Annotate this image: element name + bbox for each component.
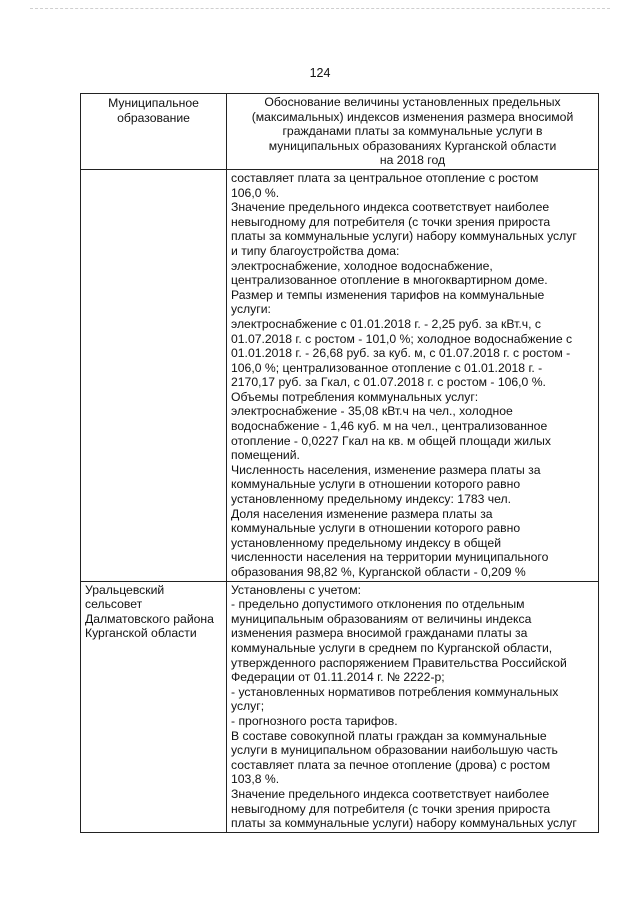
text-line: утвержденного распоряжением Правительства Российской	[231, 655, 567, 670]
text-line: установленному предельному индексу: 1783 чел.	[231, 492, 512, 507]
text-line: изменения размера вносимой гражданами платы за	[231, 626, 528, 641]
text-line: электроснабжение, холодное водоснабжение,	[231, 258, 493, 273]
text-line: Значение предельного индекса соответствует наиболее	[231, 200, 550, 215]
text-line: коммунальные услуги в среднем по Курганской области,	[231, 640, 553, 655]
text-line: Федерации от 01.11.2014 г. № 2222-р;	[231, 670, 445, 685]
text-line: и типу благоустройства дома:	[231, 243, 400, 258]
text-line: услуги:	[231, 302, 271, 317]
text-line: Доля населения изменение размера платы за	[231, 506, 493, 521]
text-line: платы за коммунальные услуги) набору коммунальных услуг	[231, 229, 577, 244]
text-line: Размер и темпы изменения тарифов на коммунальные	[231, 287, 545, 302]
text-line: установленному предельному индексу в общей	[231, 535, 502, 550]
header-justification	[227, 94, 599, 170]
text-line: невыгодному для потребителя (с точки зрения прироста	[231, 801, 551, 816]
text-line: Численность населения, изменение размера платы за	[231, 462, 541, 477]
text-line: 103,8 %.	[231, 772, 280, 787]
text-line: электроснабжение с 01.01.2018 г. - 2,25 руб. за кВт.ч, с	[231, 316, 541, 331]
justification-table	[80, 93, 599, 833]
text-line: (максимальных) индексов изменения размера вносимой	[251, 109, 574, 124]
text-line: 106,0 %; централизованное отопление с 01.01.2018 г. -	[231, 360, 543, 375]
text-line: - предельно допустимого отклонения по отдельным	[231, 597, 525, 612]
scan-edge-artifact	[30, 8, 610, 9]
text-line: централизованное отопление в многоквартирном доме.	[231, 273, 548, 288]
text-line: услуги в муниципальном образовании наибольшую часть	[231, 743, 558, 758]
text-line: Обоснование величины установленных предельных	[264, 95, 561, 109]
text-line: услуг;	[231, 699, 265, 714]
page-number: 124	[309, 66, 331, 80]
text-line: Далматовского района	[85, 611, 214, 626]
header-municipality	[81, 94, 227, 170]
text-line: В составе совокупной платы граждан за коммунальные	[231, 728, 547, 743]
text-line: Установлены с учетом:	[231, 582, 361, 597]
text-line: коммунальные услуги в отношении которого равно	[231, 477, 521, 492]
justification-cell	[227, 169, 599, 581]
text-line: - установленных нормативов потребления коммунальных	[231, 684, 559, 699]
municipality-cell	[81, 169, 227, 581]
table-header-row	[81, 94, 599, 170]
text-line: муниципальным образованиям от величины индекса	[231, 611, 532, 626]
text-line: 01.07.2018 г. с ростом - 101,0 %; холодное водоснабжение с	[231, 331, 573, 346]
text-line: помещений.	[231, 448, 300, 463]
text-line: отопление - 0,0227 Гкал на кв. м общей площади жилых	[231, 433, 552, 448]
text-line: на 2018 год	[379, 153, 446, 168]
text-line: составляет плата за центральное отопление с ростом	[231, 170, 539, 185]
text-line: электроснабжение - 35,08 кВт.ч на чел., холодное	[231, 404, 513, 419]
text-line: сельсовет	[85, 597, 143, 612]
text-line: - прогнозного роста тарифов.	[231, 713, 398, 728]
text-line: гражданами платы за коммунальные услуги в	[282, 124, 543, 139]
text-line: коммунальные услуги в отношении которого равно	[231, 521, 521, 536]
text-line: Уральцевский	[85, 582, 165, 597]
table-row	[81, 169, 599, 581]
text-line: 106,0 %.	[231, 185, 280, 200]
text-line: численности населения на территории муниципального	[231, 550, 549, 565]
text-line: муниципальных образованиях Курганской области	[268, 138, 557, 153]
text-line: Курганской области	[85, 626, 197, 641]
justification-cell	[227, 581, 599, 832]
text-line: невыгодному для потребителя (с точки зрения прироста	[231, 214, 551, 229]
text-line: Значение предельного индекса соответствует наиболее	[231, 786, 550, 801]
text-line: Объемы потребления коммунальных услуг:	[231, 389, 479, 404]
text-line: образование	[117, 110, 190, 125]
text-line: Муниципальное	[108, 96, 199, 110]
text-line: 2170,17 руб. за Гкал, с 01.07.2018 г. с ростом - 106,0 %.	[231, 375, 546, 390]
table-row	[81, 581, 599, 832]
text-line: образования 98,82 %, Курганской области - 0,209 %	[231, 565, 526, 579]
text-line: водоснабжение - 1,46 куб. м на чел., централизованное	[231, 419, 548, 434]
text-line: платы за коммунальные услуги) набору коммунальных услуг	[231, 816, 577, 831]
text-line: составляет плата за печное отопление (дрова) с ростом	[231, 757, 551, 772]
municipality-cell	[81, 581, 227, 832]
text-line: 01.01.2018 г. - 26,68 руб. за куб. м, с 01.07.2018 г. с ростом -	[231, 346, 571, 361]
